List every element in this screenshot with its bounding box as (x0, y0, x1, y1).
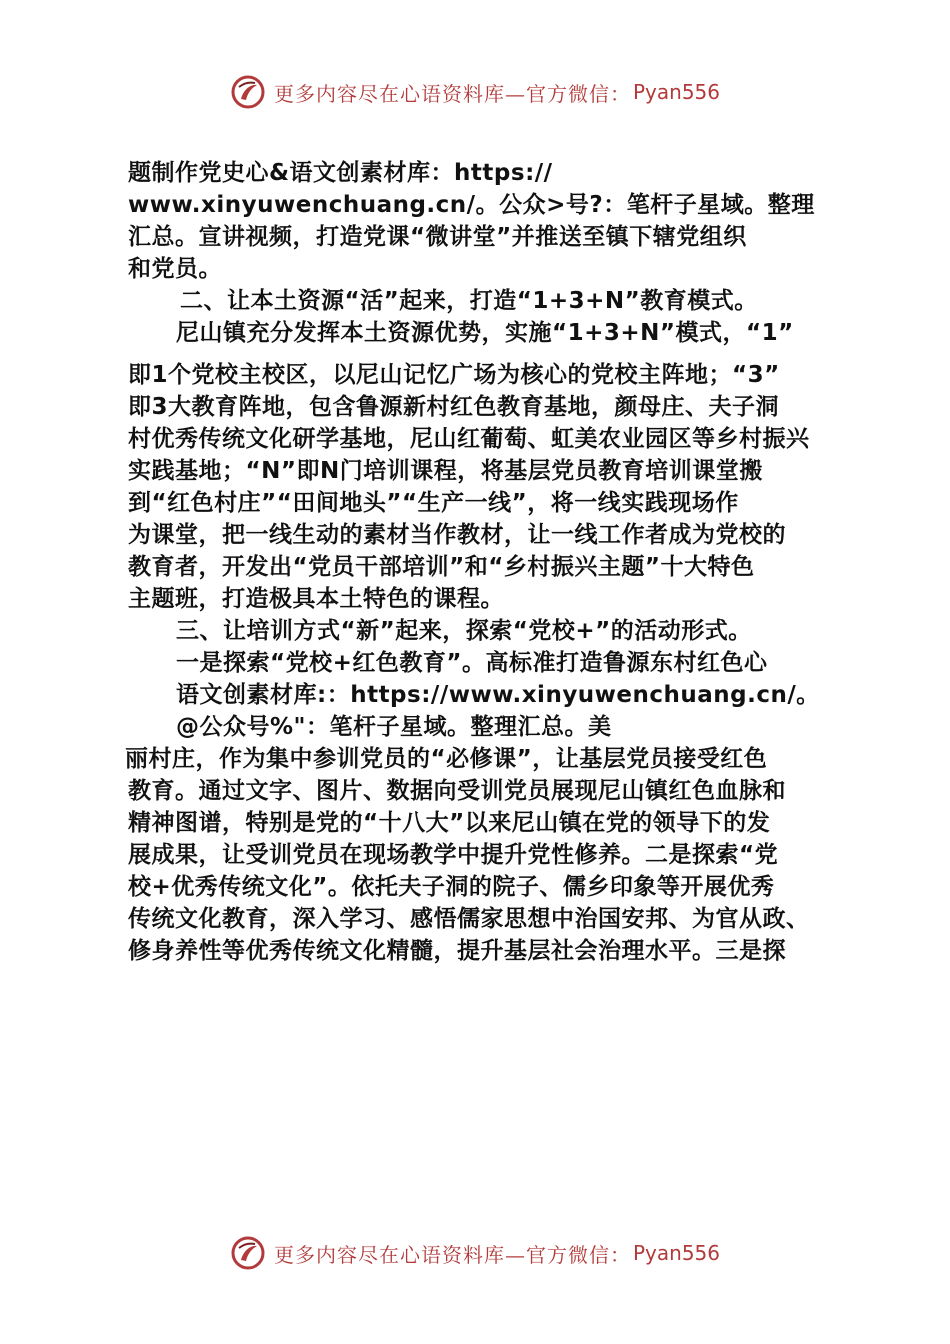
body-line-8: 即3大教育阵地，包含鲁源新村红色教育基地，颜母庄、夫子洞 (128, 394, 780, 420)
body-line-6: 尼山镇充分发挥本土资源优势，实施“1+3+N”模式，“1” (176, 320, 794, 346)
brand-logo-icon (230, 74, 266, 110)
body-line-22: 展成果，让受训党员在现场教学中提升党性修养。二是探索“党 (128, 842, 779, 868)
body-line-9: 村优秀传统文化研学基地，尼山红葡萄、虹美农业园区等乡村振兴 (128, 426, 810, 452)
document-body (125, 157, 840, 967)
header-banner-text: 更多内容尽在心语资料库—官方微信： (273, 81, 631, 106)
body-line-25: 修身养性等优秀传统文化精髓，提升基层社会治理水平。三是探 (128, 938, 786, 964)
body-line-16: 一是探索“党校+红色教育”。高标准打造鲁源东村红色心 (176, 650, 768, 676)
body-line-2: www.xinyuwenchuang.cn/。公众>号?：笔杆子星域。整理 (128, 192, 815, 218)
body-line-21: 精神图谱，特别是党的“十八大”以来尼山镇在党的领导下的发 (128, 810, 771, 836)
section-heading-2: 二、让本土资源“活”起来，打造“1+3+N”教育模式。 (180, 288, 758, 314)
body-line-23: 校+优秀传统文化”。依托夫子洞的院子、儒乡印象等开展优秀 (128, 874, 775, 900)
header-banner (0, 70, 950, 114)
body-line-20: 教育。通过文字、图片、数据向受训党员展现尼山镇红色血脉和 (128, 778, 786, 804)
body-line-11: 到“红色村庄”“田间地头”“生产一线”，将一线实践现场作 (128, 490, 739, 516)
footer-banner-text: 更多内容尽在心语资料库—官方微信： (273, 1242, 631, 1267)
body-line-7: 即1个党校主校区，以尼山记忆广场为核心的党校主阵地；“3” (128, 362, 780, 388)
body-line-24: 传统文化教育，深入学习、感悟儒家思想中治国安邦、为官从政、 (128, 906, 810, 932)
body-line-1: 题制作党史心&语文创素材库：https:// (128, 160, 553, 186)
body-line-14: 主题班，打造极具本土特色的课程。 (128, 586, 504, 612)
body-line-18: @公众号%"：笔杆子星域。整理汇总。美 (176, 714, 612, 740)
footer-banner (0, 1231, 950, 1275)
body-line-19: 丽村庄，作为集中参训党员的“必修课”，让基层党员接受红色 (125, 746, 768, 772)
body-line-17: 语文创素材库:：https://www.xinyuwenchuang.cn/。 (176, 682, 820, 708)
body-line-4: 和党员。 (128, 256, 222, 282)
body-line-3: 汇总。宣讲视频，打造党课“微讲堂”并推送至镇下辖党组织 (128, 224, 747, 250)
body-line-12: 为课堂，把一线生动的素材当作教材，让一线工作者成为党校的 (128, 522, 786, 548)
body-line-10: 实践基地；“N”即N门培训课程，将基层党员教育培训课堂搬 (128, 458, 763, 484)
footer-banner-code: Pyan556 (632, 1241, 720, 1265)
body-line-13: 教育者，开发出“党员干部培训”和“乡村振兴主题”十大特色 (128, 554, 755, 580)
header-banner-code: Pyan556 (632, 80, 720, 104)
section-heading-3: 三、让培训方式“新”起来，探索“党校+”的活动形式。 (176, 618, 752, 644)
brand-logo-icon (230, 1235, 266, 1271)
